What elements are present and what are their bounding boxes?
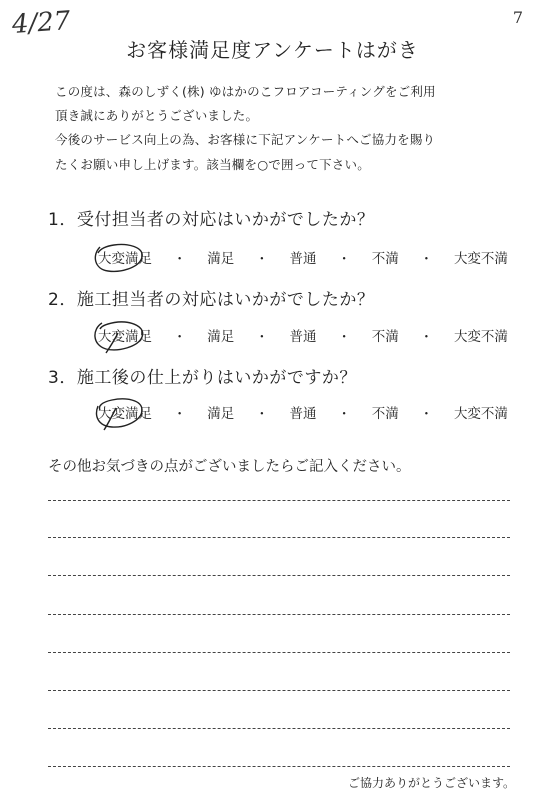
question-2-options [98,325,508,345]
separator-dot: ・ [255,251,269,267]
handwritten-date: 4/27 [11,5,72,41]
question-3-options [98,402,508,422]
separator-dot: ・ [255,406,269,422]
question-3-label: 3．施工後の仕上がりはいかがですか？ [48,368,357,388]
option-label: 大変満足 [98,406,152,422]
separator-dot: ・ [419,329,433,345]
comment-line[interactable] [48,728,510,729]
separator-dot: ・ [173,406,187,422]
comment-line[interactable] [48,652,510,653]
question-1-label: 1．受付担当者の対応はいかがでしたか？ [48,210,375,230]
option-very-satisfied[interactable] [98,402,152,422]
option-neutral[interactable]: 普通 [289,406,317,422]
comment-line[interactable] [48,575,510,576]
option-label: 大変満足 [98,329,152,345]
option-neutral[interactable]: 普通 [289,329,317,345]
separator-dot: ・ [173,251,187,267]
intro-line-2: 頂き誠にありがとうございました。 [55,108,259,123]
option-very-satisfied[interactable] [98,247,152,267]
option-satisfied[interactable]: 満足 [207,329,235,345]
option-dissatisfied[interactable]: 不満 [371,251,399,267]
separator-dot: ・ [337,406,351,422]
intro-line-1: この度は、森のしずく(株) ゆはかのこフロアコーティングをご利用 [55,84,436,99]
closing-thanks: ご協力ありがとうございます。 [347,776,515,790]
option-very-satisfied[interactable] [98,325,152,345]
option-dissatisfied[interactable]: 不満 [371,406,399,422]
other-comments-prompt: その他お気づきの点がございましたらご記入ください。 [48,459,411,475]
separator-dot: ・ [419,251,433,267]
question-2-label: 2．施工担当者の対応はいかがでしたか？ [48,290,375,310]
option-very-dissatisfied[interactable]: 大変不満 [453,329,508,345]
comment-line[interactable] [48,500,510,501]
option-label: 大変満足 [98,251,152,267]
separator-dot: ・ [337,251,351,267]
comment-line[interactable] [48,690,510,691]
comment-line[interactable] [48,614,510,615]
handwritten-page-number: 7 [512,8,523,27]
option-very-dissatisfied[interactable]: 大変不満 [453,406,508,422]
comment-line[interactable] [48,766,510,767]
option-very-dissatisfied[interactable]: 大変不満 [453,251,508,267]
option-satisfied[interactable]: 満足 [207,406,235,422]
question-1-options [98,247,508,267]
option-satisfied[interactable]: 満足 [207,251,235,267]
survey-title: お客様満足度アンケートはがき [126,38,419,62]
comment-line[interactable] [48,537,510,538]
separator-dot: ・ [337,329,351,345]
intro-line-4: たくお願い申し上げます。該当欄を○で囲って下さい。 [55,157,370,172]
separator-dot: ・ [255,329,269,345]
option-dissatisfied[interactable]: 不満 [371,329,399,345]
separator-dot: ・ [173,329,187,345]
separator-dot: ・ [419,406,433,422]
intro-line-3: 今後のサービス向上の為、お客様に下記アンケートへご協力を賜り [55,132,436,147]
option-neutral[interactable]: 普通 [289,251,317,267]
